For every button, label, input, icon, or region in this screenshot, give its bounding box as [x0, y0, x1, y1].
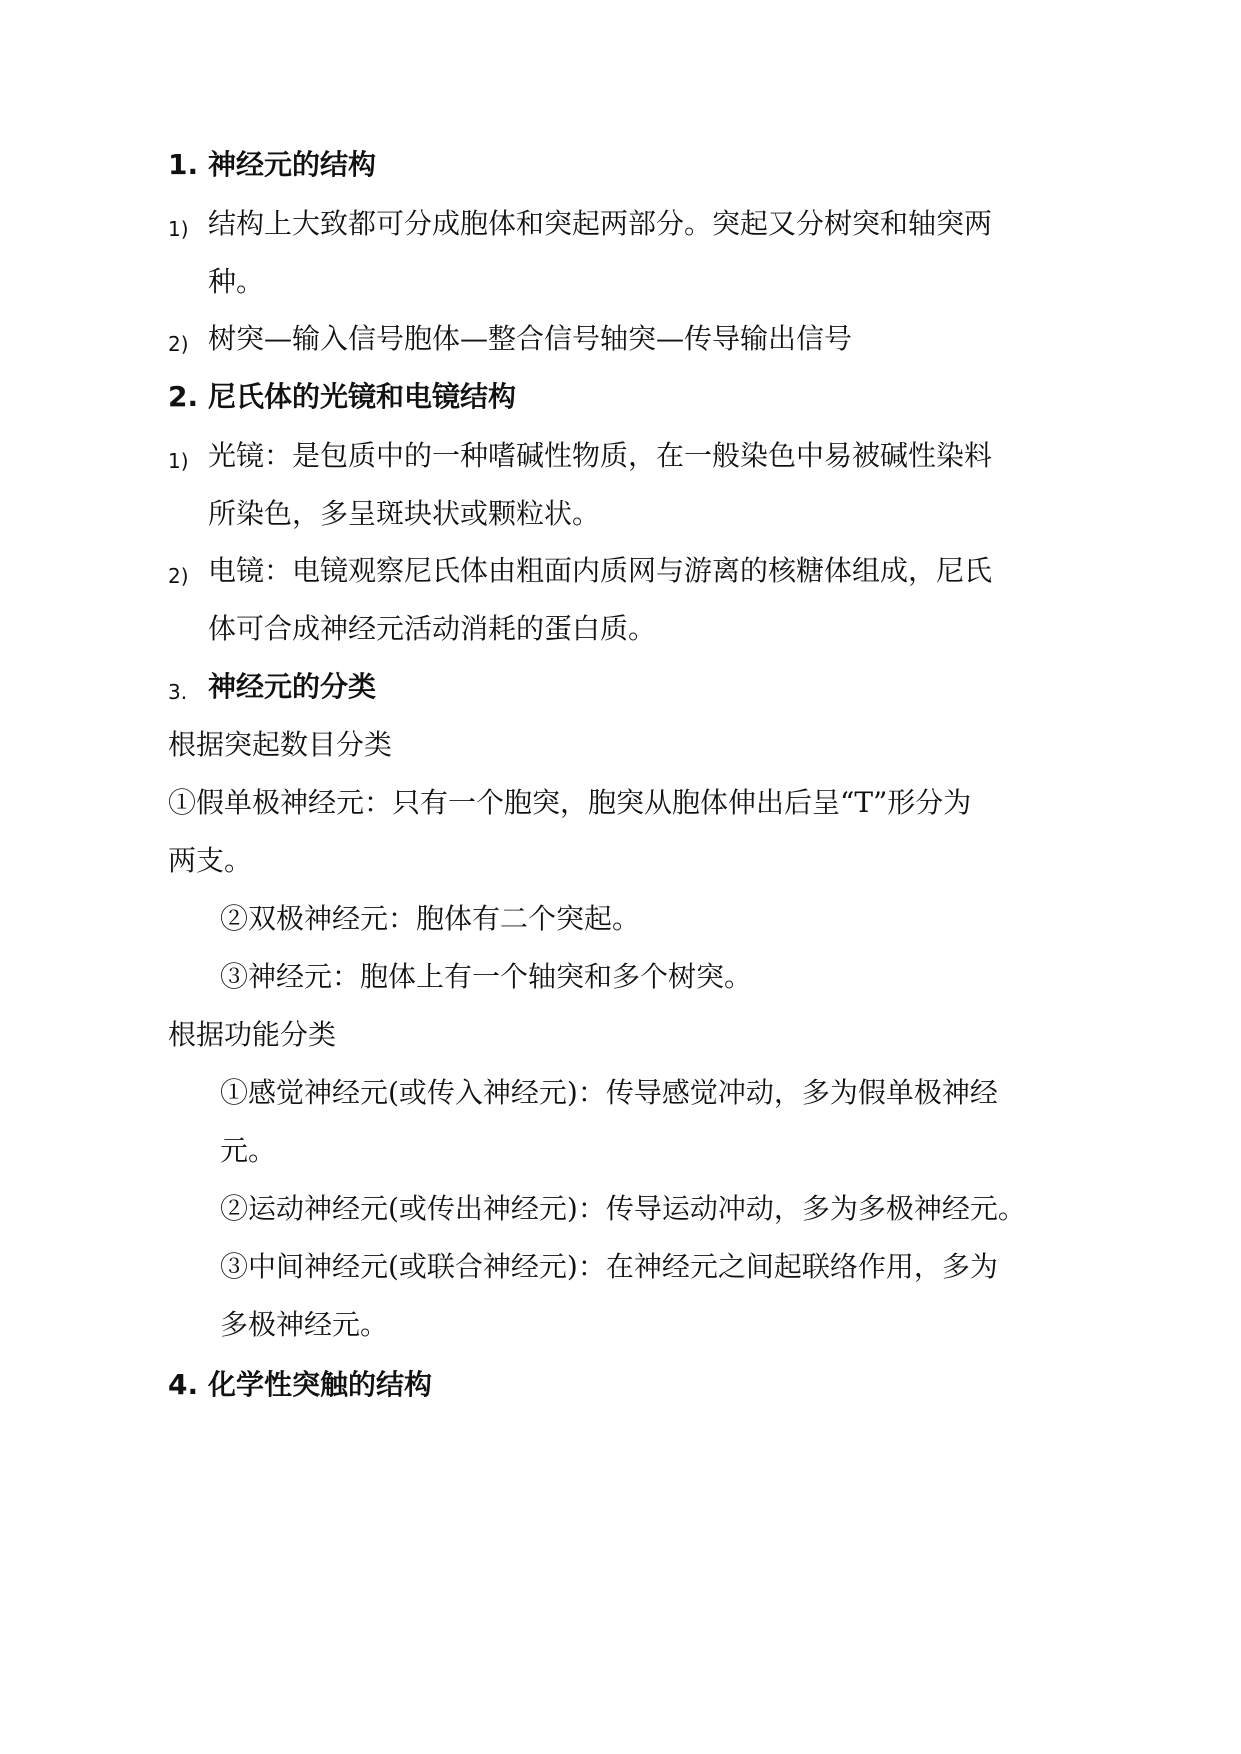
section-1-number: 1.: [168, 148, 199, 181]
section-2-item-2-line-2: 体可合成神经元活动消耗的蛋白质。: [208, 612, 657, 645]
section-1-item-1-line-2: 种。: [208, 265, 265, 298]
sensory-neuron-line-2: 元。: [220, 1134, 277, 1167]
section-1-item-1-number: 1): [168, 217, 189, 241]
section-2-item-1-number: 1): [168, 449, 189, 473]
section-2-item-2-number: 2): [168, 564, 189, 588]
pseudounipolar-neuron-line-1: ①假单极神经元：只有一个胞突，胞突从胞体伸出后呈“T”形分为: [168, 786, 972, 819]
bipolar-neuron: ②双极神经元：胞体有二个突起。: [220, 902, 641, 935]
section-3-title: 神经元的分类: [208, 670, 377, 703]
interneuron-line-1: ③中间神经元(或联合神经元)：在神经元之间起联络作用，多为: [220, 1250, 998, 1283]
section-2-item-1-line-2: 所染色，多呈斑块状或颗粒状。: [208, 497, 601, 530]
section-2-item-1-line-1: 光镜：是包质中的一种嗜碱性物质，在一般染色中易被碱性染料: [208, 439, 993, 472]
section-2-title: 尼氏体的光镜和电镜结构: [208, 380, 517, 413]
interneuron-line-2: 多极神经元。: [220, 1308, 389, 1341]
section-3-number: 3.: [168, 680, 188, 704]
section-1-item-2-number: 2): [168, 332, 189, 356]
section-2-number: 2.: [168, 380, 199, 413]
section-1-item-1-line-1: 结构上大致都可分成胞体和突起两部分。突起又分树突和轴突两: [208, 207, 993, 240]
motor-neuron: ②运动神经元(或传出神经元)：传导运动冲动，多为多极神经元。: [220, 1192, 1026, 1225]
section-1-item-2-line-1: 树突—输入信号胞体—整合信号轴突—传导输出信号: [208, 322, 853, 355]
multipolar-neuron: ③神经元：胞体上有一个轴突和多个树突。: [220, 960, 753, 993]
section-4-number: 4.: [168, 1368, 199, 1401]
section-1-title: 神经元的结构: [208, 148, 377, 181]
section-2-item-2-line-1: 电镜：电镜观察尼氏体由粗面内质网与游离的核糖体组成，尼氏: [208, 554, 993, 587]
classification-by-processes-label: 根据突起数目分类: [168, 728, 393, 761]
classification-by-function-label: 根据功能分类: [168, 1018, 337, 1051]
section-4-title: 化学性突触的结构: [208, 1368, 433, 1401]
pseudounipolar-neuron-line-2: 两支。: [168, 844, 253, 877]
sensory-neuron-line-1: ①感觉神经元(或传入神经元)：传导感觉冲动，多为假单极神经: [220, 1076, 998, 1109]
